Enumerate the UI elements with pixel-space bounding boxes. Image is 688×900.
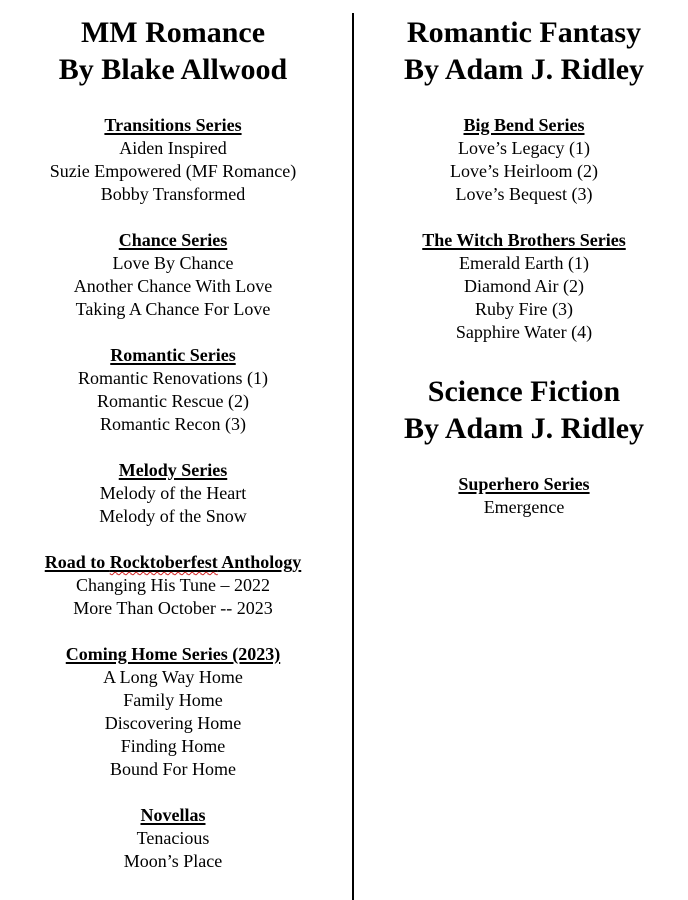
science-fiction-heading [360, 373, 688, 447]
series-title: Novellas [140, 805, 206, 825]
book-title: Emergence [483, 497, 565, 517]
book-title: Melody of the Snow [99, 506, 247, 526]
heading-author: By Blake Allwood [58, 53, 288, 86]
series-novellas [0, 804, 346, 873]
book-title: More Than October -- 2023 [73, 598, 273, 618]
book-title: Sapphire Water (4) [455, 322, 593, 342]
series-title: Coming Home Series (2023) [65, 644, 281, 664]
right-column [360, 0, 688, 519]
series-title: Transitions Series [104, 115, 242, 135]
heading-author: By Adam J. Ridley [403, 412, 645, 445]
book-title: Ruby Fire (3) [475, 299, 573, 319]
series-big-bend [360, 114, 688, 206]
heading-genre: Science Fiction [427, 375, 621, 408]
book-title: A Long Way Home [103, 667, 243, 687]
mm-romance-heading [0, 14, 346, 88]
book-title: Suzie Empowered (MF Romance) [49, 161, 297, 181]
book-title: Changing His Tune – 2022 [75, 575, 271, 595]
book-title: Aiden Inspired [119, 138, 227, 158]
book-title: Emerald Earth (1) [459, 253, 589, 273]
book-title: Diamond Air (2) [464, 276, 584, 296]
series-transitions [0, 114, 346, 206]
book-title: Discovering Home [104, 713, 242, 733]
left-column [0, 0, 346, 873]
book-title: Taking A Chance For Love [75, 299, 271, 319]
heading-genre: MM Romance [80, 16, 266, 49]
book-title: Melody of the Heart [99, 483, 247, 503]
series-witch-brothers [360, 229, 688, 344]
book-title: Romantic Renovations (1) [78, 368, 268, 388]
series-title: Melody Series [118, 460, 228, 480]
series-title: The Witch Brothers Series [422, 230, 626, 250]
book-title: Love’s Heirloom (2) [450, 161, 598, 181]
book-title: Moon’s Place [123, 851, 223, 871]
book-title: Tenacious [136, 828, 210, 848]
heading-genre: Romantic Fantasy [406, 16, 642, 49]
series-coming-home [0, 643, 346, 781]
book-title: Romantic Rescue (2) [97, 391, 249, 411]
series-melody [0, 459, 346, 528]
book-title: Another Chance With Love [73, 276, 273, 296]
series-romantic [0, 344, 346, 436]
spellcheck-flagged-word: Rocktoberfest [109, 552, 218, 572]
book-title: Romantic Recon (3) [100, 414, 246, 434]
book-title: Finding Home [120, 736, 226, 756]
book-title: Love By Chance [112, 253, 234, 273]
series-title: Big Bend Series [463, 115, 585, 135]
series-title: Romantic Series [110, 345, 236, 365]
series-title [0, 551, 346, 574]
series-rocktoberfest-anthology [0, 551, 346, 620]
series-title-suffix: Anthology [217, 552, 302, 572]
book-title: Family Home [123, 690, 223, 710]
romantic-fantasy-heading [360, 14, 688, 88]
book-title: Bobby Transformed [100, 184, 246, 204]
book-title: Bound For Home [110, 759, 236, 779]
book-title: Love’s Legacy (1) [458, 138, 590, 158]
series-chance [0, 229, 346, 321]
book-title: Love’s Bequest (3) [455, 184, 593, 204]
series-title-prefix: Road to [44, 552, 110, 572]
heading-author: By Adam J. Ridley [403, 53, 645, 86]
series-title: Chance Series [118, 230, 228, 250]
series-superhero [360, 473, 688, 519]
column-divider [352, 13, 354, 900]
series-title: Superhero Series [458, 474, 590, 494]
